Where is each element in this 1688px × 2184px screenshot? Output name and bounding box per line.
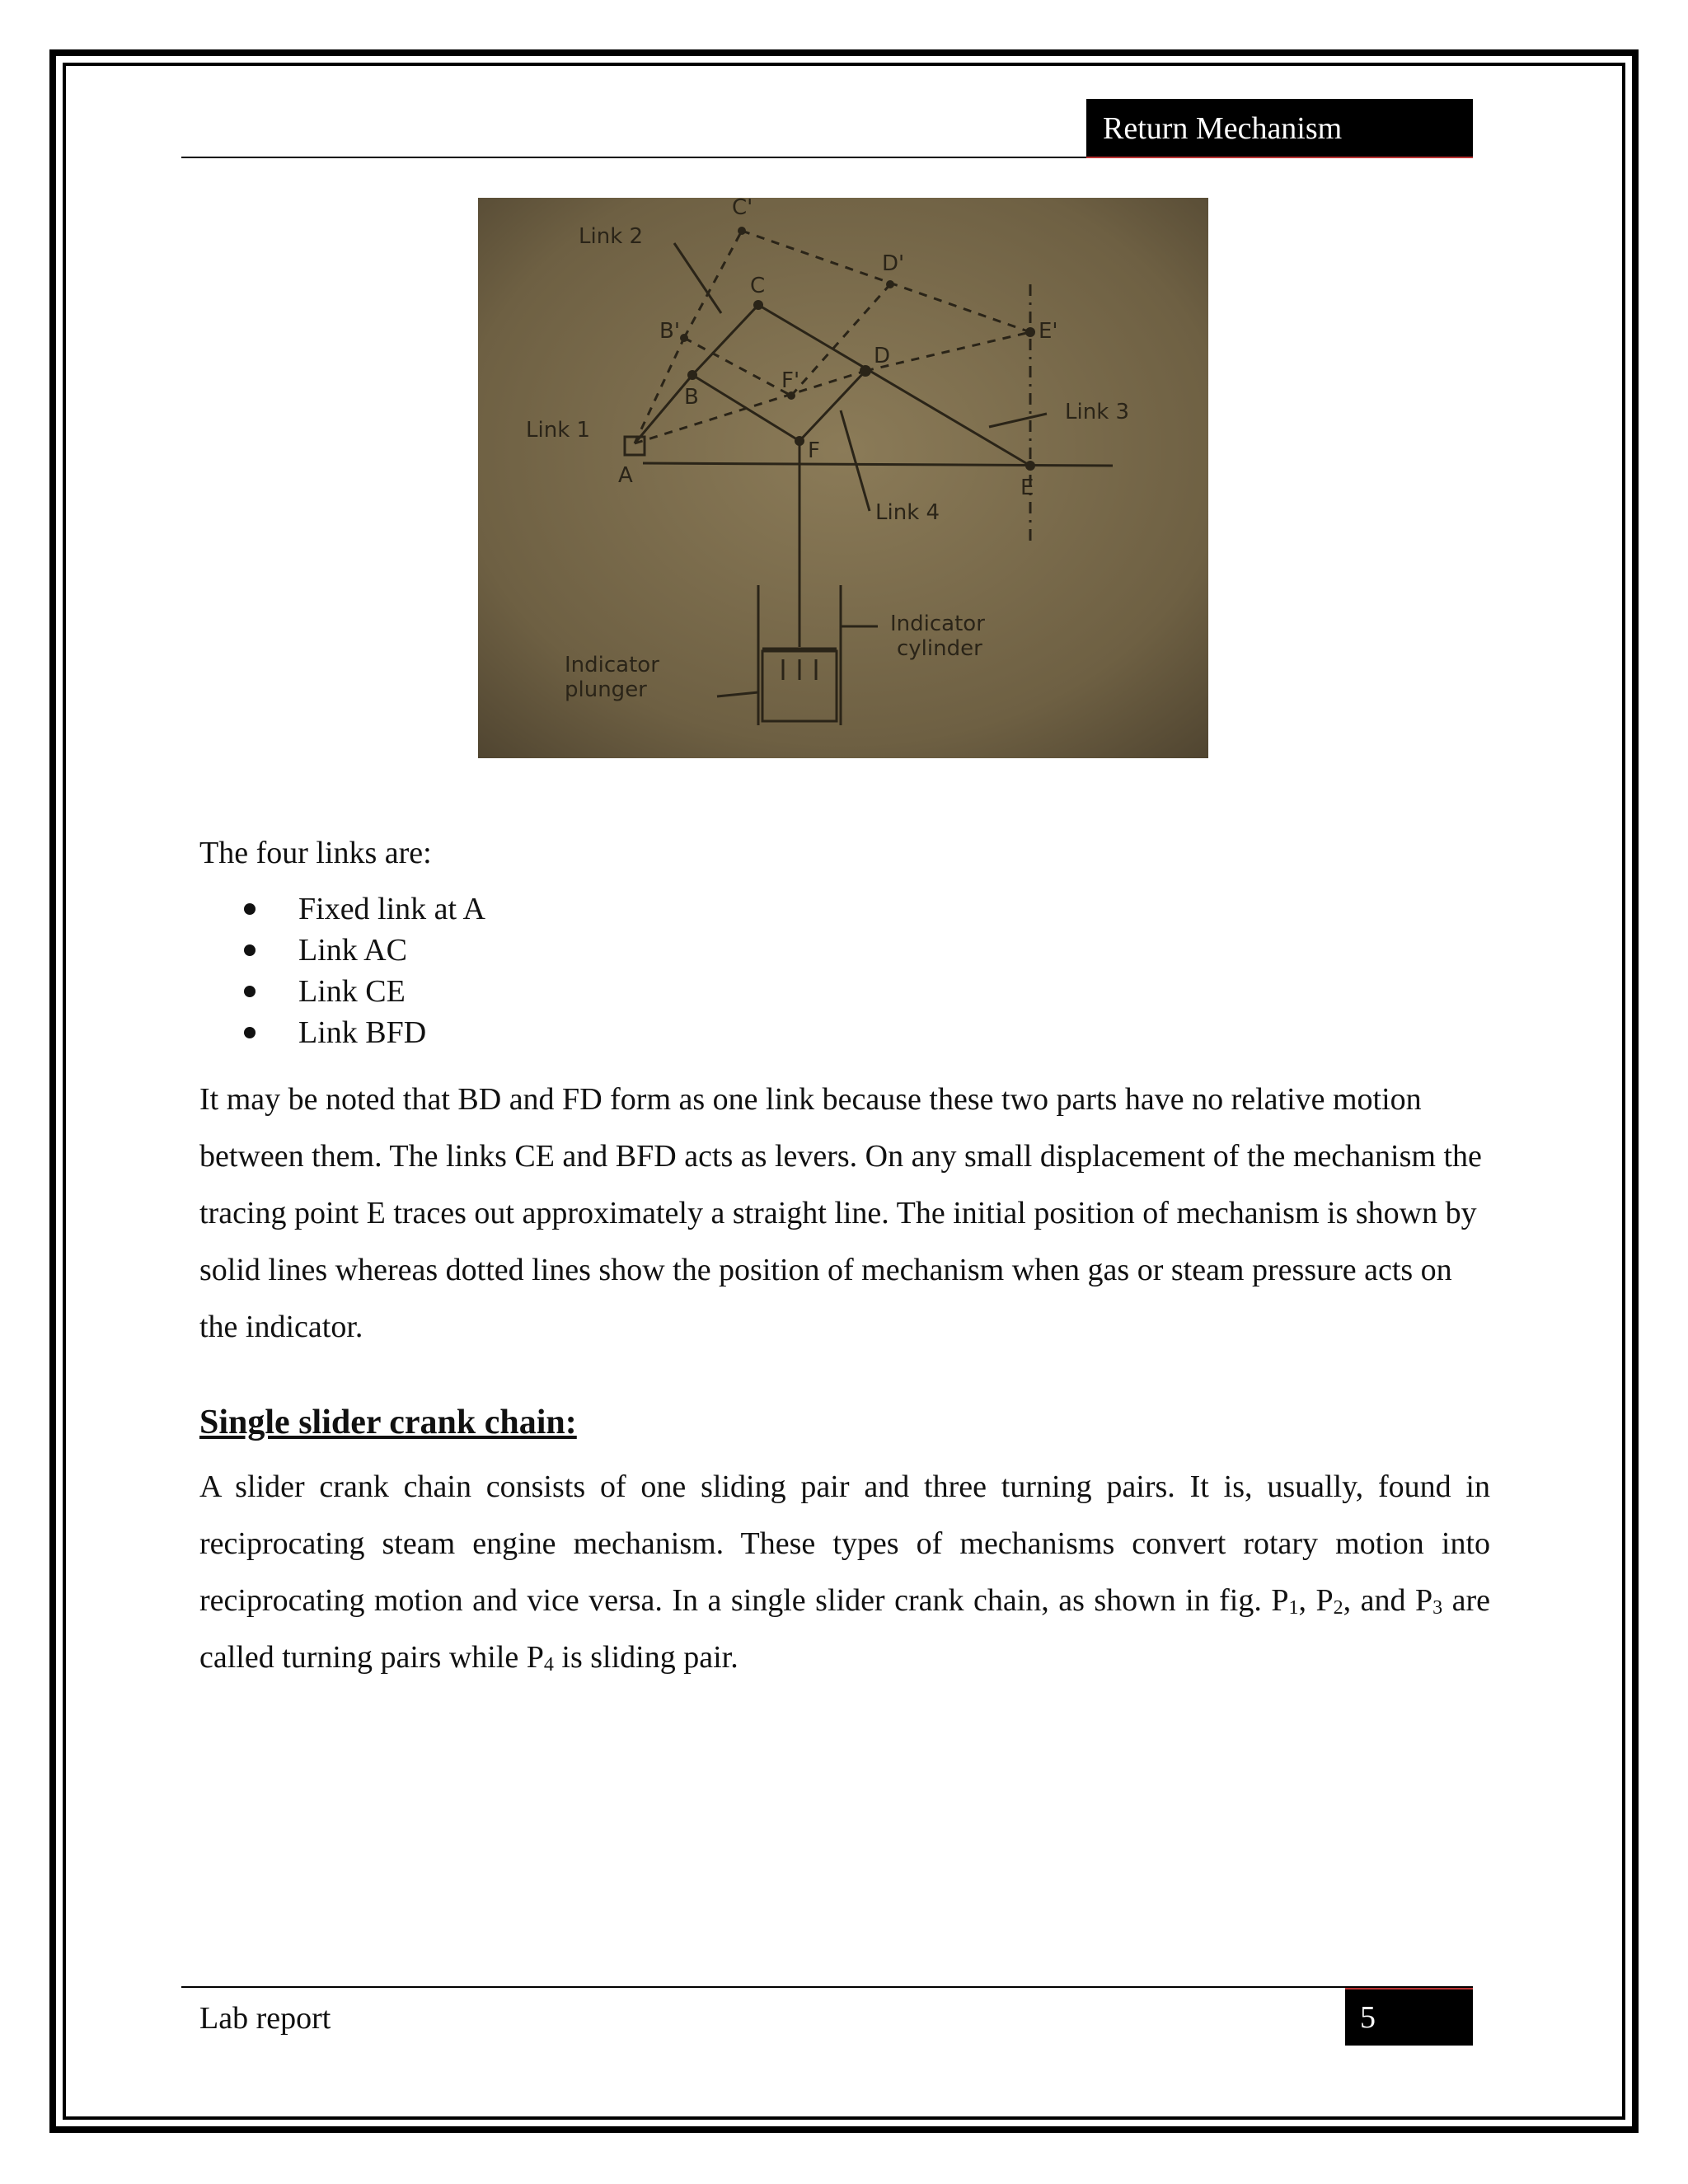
footer-rule — [181, 1986, 1473, 1988]
joint-c — [753, 300, 763, 310]
links-list — [199, 888, 485, 1053]
label-f-prime: F' — [781, 368, 800, 393]
footer-label: Lab report — [199, 2001, 331, 2036]
label-link1: Link 1 — [526, 418, 591, 443]
label-e-prime: E' — [1039, 319, 1058, 344]
label-indicator-cylinder-line1: Indicator — [890, 612, 985, 636]
list-item: Link CE — [199, 971, 485, 1012]
label-f: F — [808, 438, 820, 463]
label-link3: Link 3 — [1065, 400, 1130, 424]
page-number: 5 — [1360, 2000, 1376, 2035]
list-item: Fixed link at A — [199, 888, 485, 930]
label-link2: Link 2 — [579, 224, 644, 249]
label-a: A — [618, 463, 633, 488]
label-d-prime: D' — [882, 251, 905, 276]
label-indicator-plunger-line2: plunger — [565, 677, 647, 702]
paragraph-mechanism-notes: It may be noted that BD and FD form as one link because these two parts have no relative motion between them. The links CE and BFD acts as levers. On any small displacement of the mechanism the tracing point E traces out approximately a straight line. The initial position of mechanism is shown by solid lines whereas dotted lines show the position of mechanism when gas or steam pressure acts on the indicator. — [199, 1082, 1482, 1344]
joint-c-prime — [738, 227, 746, 235]
joint-d — [860, 365, 871, 377]
joint-e — [1025, 461, 1035, 471]
label-b: B — [684, 385, 699, 410]
label-c-prime: C' — [732, 198, 753, 220]
label-indicator-plunger-line1: Indicator — [565, 653, 659, 677]
header-title: Return Mechanism — [1103, 111, 1343, 146]
bullet-icon — [244, 903, 256, 915]
label-link4: Link 4 — [875, 500, 940, 525]
section-heading: Single slider crank chain: — [199, 1404, 577, 1441]
header-title-box — [1086, 99, 1473, 158]
mechanism-figure — [478, 198, 1208, 758]
list-item: Link AC — [199, 930, 485, 971]
bullet-icon — [244, 1027, 256, 1038]
joint-b-prime — [680, 334, 688, 342]
label-d: D — [874, 344, 891, 368]
joint-e-prime — [1025, 327, 1035, 337]
joint-f — [795, 436, 804, 446]
list-item: Link BFD — [199, 1012, 485, 1053]
label-c: C — [750, 274, 766, 298]
label-b-prime: B' — [659, 319, 680, 344]
bullet-icon — [244, 944, 256, 956]
links-intro: The four links are: — [199, 836, 432, 870]
label-indicator-cylinder-line2: cylinder — [897, 636, 982, 661]
joint-b — [687, 370, 697, 380]
paragraph-slider-crank: A slider crank chain consists of one sliding pair and three turning pairs. It is, usually, found in reciprocating steam engine mechanism. These types of mechanisms convert rotary motion into reciprocating motion and vice versa. In a single slider crank chain, as shown in fig. $P_1$, $P_2$, and $P_3$ are called turning pairs while $P_4$ is sliding pair. — [199, 1469, 1491, 1675]
joint-d-prime — [886, 280, 894, 288]
label-e: E — [1020, 476, 1034, 500]
bullet-icon — [244, 986, 256, 997]
page-number-box — [1345, 1988, 1473, 2046]
